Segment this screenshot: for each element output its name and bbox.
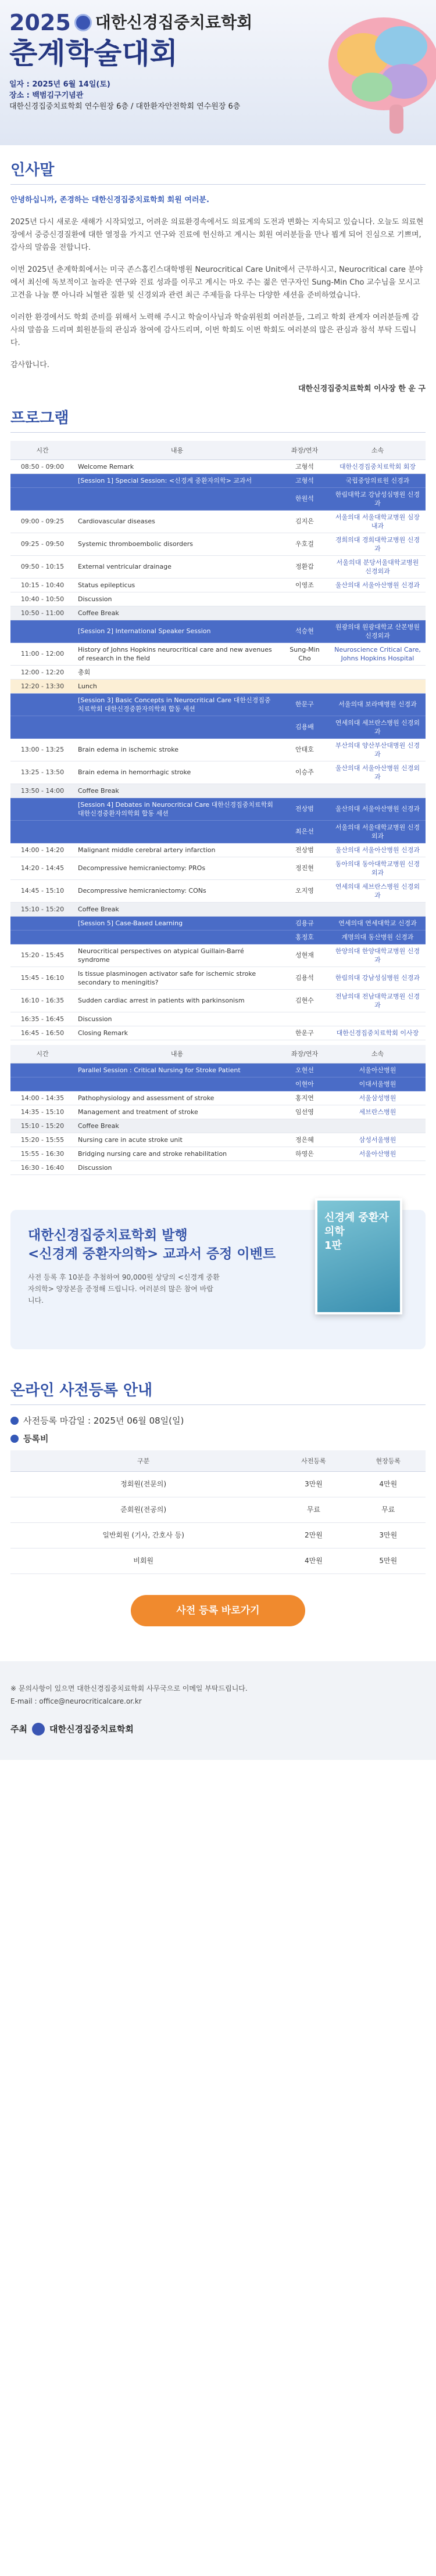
- row-time: 10:15 - 10:40: [10, 578, 74, 592]
- row-affiliation: 한림의대 강남성심병원 신경과: [330, 967, 426, 989]
- brain-illustration-icon: [302, 0, 436, 139]
- row-chair: 김용규: [280, 916, 330, 930]
- row-content: [74, 487, 280, 510]
- program-row: [10, 944, 426, 967]
- row-affiliation: 서울의대 보라매병원 신경과: [330, 693, 426, 716]
- fee-header-category: 구분: [10, 1450, 276, 1471]
- row-chair: 김용석: [280, 967, 330, 989]
- row-affiliation: 서울의대 서울대학교병원 심장내과: [330, 510, 426, 533]
- bullet-icon: [10, 1417, 19, 1425]
- row-chair: [280, 1161, 330, 1175]
- row-content: Closing Remark: [74, 1026, 280, 1040]
- row-content: Brain edema in ischemic stroke: [74, 738, 280, 761]
- hero-society: 대한신경집중치료학회: [95, 13, 253, 32]
- program-row: [10, 642, 426, 665]
- deadline-text: 사전등록 마감일 : 2025년 06월 08일(일): [23, 1415, 184, 1426]
- row-content: [Session 1] Special Session: <신경계 중환자의학> 교과서: [74, 473, 280, 487]
- program-row: [10, 843, 426, 857]
- row-affiliation: 울산의대 서울아산병원 신경과: [330, 843, 426, 857]
- row-chair: [280, 665, 330, 679]
- program-row: [10, 1119, 426, 1133]
- row-content: 총회: [74, 665, 280, 679]
- row-chair: 석승현: [280, 620, 330, 642]
- host-name: 대한신경집중치료학회: [49, 1723, 134, 1734]
- row-chair: [280, 1119, 330, 1133]
- row-time: 08:50 - 09:00: [10, 459, 74, 473]
- program-row: [10, 761, 426, 784]
- fee-row: [10, 1471, 426, 1497]
- fee-cell: 무료: [276, 1497, 351, 1522]
- program-title: 프로그램: [10, 406, 426, 433]
- row-chair: [280, 679, 330, 693]
- row-time: 13:00 - 13:25: [10, 738, 74, 761]
- row-chair: 고형석: [280, 473, 330, 487]
- row-chair: 최은선: [280, 820, 330, 843]
- program-row: [10, 606, 426, 620]
- header-time: 시간: [10, 441, 74, 459]
- row-chair: 한원석: [280, 487, 330, 510]
- row-time: 09:00 - 09:25: [10, 510, 74, 533]
- row-content: Malignant middle cerebral artery infarction: [74, 843, 280, 857]
- fee-table: [10, 1450, 426, 1574]
- program-row: [10, 1147, 426, 1161]
- row-content: Nursing care in acute stroke unit: [74, 1133, 280, 1147]
- row-chair: Sung-Min Cho: [280, 642, 330, 665]
- row-affiliation: 경희의대 경희대학교병원 신경과: [330, 533, 426, 555]
- greeting-opening: 안녕하십니까, 존경하는 대한신경집중치료학회 회원 여러분.: [10, 196, 209, 204]
- footer-email[interactable]: E-mail : office@neurocriticalcare.or.kr: [10, 1697, 142, 1705]
- program-row: [10, 916, 426, 930]
- program-row: [10, 592, 426, 606]
- row-affiliation: 연세의대 연세대학교 신경과: [330, 916, 426, 930]
- row-time: 15:10 - 15:20: [10, 902, 74, 916]
- row-affiliation: [330, 679, 426, 693]
- row-time: [10, 1064, 74, 1077]
- row-affiliation: 국립중앙의료원 신경과: [330, 473, 426, 487]
- greeting-title: 인사말: [10, 158, 426, 185]
- program-row: [10, 1105, 426, 1119]
- fee-row: [10, 1522, 426, 1548]
- row-content: Discussion: [74, 1012, 280, 1026]
- program-row: [10, 459, 426, 473]
- row-content: Management and treatment of stroke: [74, 1105, 280, 1119]
- row-time: 10:40 - 10:50: [10, 592, 74, 606]
- row-affiliation: 대한신경집중치료학회 회장: [330, 459, 426, 473]
- row-chair: 정진현: [280, 857, 330, 879]
- footer: [0, 1661, 436, 1760]
- program-row: [10, 820, 426, 843]
- row-time: 16:10 - 16:35: [10, 989, 74, 1012]
- row-affiliation: 서울의대 분당서울대학교병원 신경외과: [330, 555, 426, 578]
- register-button[interactable]: 사전 등록 바로가기: [131, 1595, 305, 1626]
- row-chair: [280, 606, 330, 620]
- row-content: Bridging nursing care and stroke rehabilitation: [74, 1147, 280, 1161]
- row-chair: 정환갑: [280, 555, 330, 578]
- row-content: Welcome Remark: [74, 459, 280, 473]
- row-time: 14:35 - 15:10: [10, 1105, 74, 1119]
- row-affiliation: [330, 1119, 426, 1133]
- greeting-section: [0, 158, 436, 393]
- program-row: [10, 1064, 426, 1077]
- row-affiliation: 부산의대 양산부산대병원 신경과: [330, 738, 426, 761]
- row-content: Lunch: [74, 679, 280, 693]
- program-row: [10, 902, 426, 916]
- row-content: [74, 1077, 280, 1091]
- row-time: 14:45 - 15:10: [10, 879, 74, 902]
- row-chair: 임선영: [280, 1105, 330, 1119]
- fee-header-pre: 사전등록: [276, 1450, 351, 1471]
- row-content: [Session 3] Basic Concepts in Neurocritical Care 대한신경집중치료학회 대한신경중환자의학회 합동 세션: [74, 693, 280, 716]
- program-row: [10, 510, 426, 533]
- fee-cell: 2만원: [276, 1522, 351, 1548]
- row-time: [10, 1077, 74, 1091]
- parallel-header-chair: 좌장/연자: [280, 1045, 330, 1064]
- greeting-paragraph-1: 2025년 다시 새로운 새해가 시작되었고, 어려운 의료환경속에서도 의료계의 도전과 변화는 지속되고 있습니다. 오늘도 의료현장에서 중증신경질환에 대한 열정을 가지고 연구와 진료에 헌신하고 계시는 회원 여러분들을 만나 뵙게 되어 진심으로 기쁘며, 감사의 말씀을 전합니다.: [10, 218, 424, 252]
- program-row: [10, 879, 426, 902]
- row-content: Sudden cardiac arrest in patients with parkinsonism: [74, 989, 280, 1012]
- footer-note: ※ 문의사항이 있으면 대한신경집중치료학회 사무국으로 이메일 부탁드립니다.: [10, 1684, 248, 1693]
- row-content: External ventricular drainage: [74, 555, 280, 578]
- row-chair: 홍정호: [280, 930, 330, 944]
- row-affiliation: [330, 784, 426, 797]
- row-chair: [280, 592, 330, 606]
- row-content: [74, 716, 280, 738]
- row-time: 09:25 - 09:50: [10, 533, 74, 555]
- row-content: Coffee Break: [74, 902, 280, 916]
- row-affiliation: 세브란스병원: [330, 1105, 426, 1119]
- hero-venue: 장소 : 백범김구기념관: [9, 91, 84, 100]
- row-content: Neurocritical perspectives on atypical Guillain-Barré syndrome: [74, 944, 280, 967]
- program-row: [10, 1077, 426, 1091]
- parallel-header-content: 내용: [74, 1045, 280, 1064]
- row-chair: 이영조: [280, 578, 330, 592]
- program-row: [10, 1133, 426, 1147]
- parallel-header-row: [10, 1045, 426, 1064]
- program-header-row: [10, 441, 426, 459]
- row-time: 15:10 - 15:20: [10, 1119, 74, 1133]
- row-time: 16:45 - 16:50: [10, 1026, 74, 1040]
- row-affiliation: 서울아산병원: [330, 1064, 426, 1077]
- row-affiliation: 대한신경집중치료학회 이사장: [330, 1026, 426, 1040]
- program-row: [10, 857, 426, 879]
- fee-cell: 5만원: [351, 1548, 426, 1573]
- parallel-header-time: 시간: [10, 1045, 74, 1064]
- hero-heading: [9, 8, 252, 37]
- row-affiliation: [330, 592, 426, 606]
- row-chair: 이현아: [280, 1077, 330, 1091]
- row-content: Coffee Break: [74, 606, 280, 620]
- row-affiliation: 원광의대 원광대학교 산본병원 신경외과: [330, 620, 426, 642]
- program-row: [10, 930, 426, 944]
- program-row: [10, 797, 426, 820]
- row-time: 12:20 - 13:30: [10, 679, 74, 693]
- footer-host: [10, 1723, 426, 1736]
- row-chair: [280, 784, 330, 797]
- row-content: Parallel Session : Critical Nursing for Stroke Patient: [74, 1064, 280, 1077]
- row-content: Decompressive hemicraniectomy: PROs: [74, 857, 280, 879]
- row-chair: 김현수: [280, 989, 330, 1012]
- registration-section: [0, 1378, 436, 1626]
- row-chair: 한문구: [280, 693, 330, 716]
- program-row: [10, 665, 426, 679]
- row-content: Coffee Break: [74, 784, 280, 797]
- fee-row: [10, 1548, 426, 1573]
- row-affiliation: [330, 1012, 426, 1026]
- row-content: Is tissue plasminogen activator safe for ischemic stroke secondary to meningitis?: [74, 967, 280, 989]
- row-chair: 고형석: [280, 459, 330, 473]
- registration-title: 온라인 사전등록 안내: [10, 1378, 426, 1405]
- row-time: 16:35 - 16:45: [10, 1012, 74, 1026]
- row-affiliation: 계명의대 동산병원 신경과: [330, 930, 426, 944]
- row-affiliation: 한양의대 한양대학교병원 신경과: [330, 944, 426, 967]
- row-chair: 오현선: [280, 1064, 330, 1077]
- row-time: 14:20 - 14:45: [10, 857, 74, 879]
- row-affiliation: 삼성서울병원: [330, 1133, 426, 1147]
- program-row: [10, 1012, 426, 1026]
- program-row: [10, 967, 426, 989]
- program-row: [10, 620, 426, 642]
- program-row: [10, 1091, 426, 1105]
- parallel-table: [10, 1045, 426, 1176]
- row-chair: [280, 1012, 330, 1026]
- fee-cell: 4만원: [351, 1471, 426, 1497]
- row-affiliation: 울산의대 서울아산병원 신경외과: [330, 761, 426, 784]
- row-chair: 성현재: [280, 944, 330, 967]
- row-time: [10, 916, 74, 930]
- row-time: 14:00 - 14:20: [10, 843, 74, 857]
- promo-line-2: <신경계 중환자의학> 교과서 증정 이벤트: [28, 1246, 276, 1262]
- row-affiliation: 울산의대 서울아산병원 신경과: [330, 797, 426, 820]
- hero-venue-detail: 대한신경집중치료학회 연수원장 6층 / 대한환자안전학회 연수원장 6층: [9, 102, 241, 111]
- hero-title: 춘계학술대회: [9, 37, 178, 70]
- row-content: Systemic thromboembolic disorders: [74, 533, 280, 555]
- textbook-promo: [10, 1210, 426, 1349]
- program-row: [10, 784, 426, 797]
- header-affiliation: 소속: [330, 441, 426, 459]
- row-affiliation: [330, 606, 426, 620]
- program-row: [10, 487, 426, 510]
- society-logo-icon: [74, 14, 92, 31]
- fee-cell: 3만원: [351, 1522, 426, 1548]
- row-time: 15:45 - 16:10: [10, 967, 74, 989]
- row-content: Decompressive hemicraniectomy: CONs: [74, 879, 280, 902]
- row-time: 13:25 - 13:50: [10, 761, 74, 784]
- row-time: 15:20 - 15:45: [10, 944, 74, 967]
- greeting-thanks: 감사합니다.: [10, 361, 49, 369]
- program-row: [10, 533, 426, 555]
- row-time: [10, 797, 74, 820]
- row-affiliation: 서울아산병원: [330, 1147, 426, 1161]
- header-chair: 좌장/연자: [280, 441, 330, 459]
- row-affiliation: 동아의대 동아대학교병원 신경외과: [330, 857, 426, 879]
- program-row: [10, 679, 426, 693]
- row-affiliation: [330, 902, 426, 916]
- row-chair: 김지은: [280, 510, 330, 533]
- row-chair: 안태호: [280, 738, 330, 761]
- parallel-header-affiliation: 소속: [330, 1045, 426, 1064]
- host-label: 주최: [10, 1723, 27, 1734]
- program-row: [10, 716, 426, 738]
- program-table: [10, 441, 426, 1040]
- row-affiliation: Neuroscience Critical Care, Johns Hopkins Hospital: [330, 642, 426, 665]
- hero-info: [9, 79, 240, 112]
- program-row: [10, 693, 426, 716]
- row-chair: 오지영: [280, 879, 330, 902]
- program-row: [10, 578, 426, 592]
- fee-cell: 일반회원 (기사, 간호사 등): [10, 1522, 276, 1548]
- row-content: [Session 5] Case-Based Learning: [74, 916, 280, 930]
- greeting-paragraph-2: 이번 2025년 춘계학회에서는 미국 존스홉킨스대학병원 Neurocritical Care Unit에서 근무하시고, Neurocritical care 분야에서 최신에 독보적이고 놀라운 연구와 진료 성과를 이루고 계시는 마오 주는 젊은 연구자인 Sung-Min Cho 교수님을 모시고 고견을 나눌 뿐 아니라 뇌혈관 질환 및 신경외과 관련 최근 주제들을 다루는 다양한 세션을 준비하였습니다.: [10, 265, 423, 300]
- row-time: [10, 620, 74, 642]
- row-time: 14:00 - 14:35: [10, 1091, 74, 1105]
- row-time: 15:20 - 15:55: [10, 1133, 74, 1147]
- row-time: 09:50 - 10:15: [10, 555, 74, 578]
- row-affiliation: 울산의대 서울아산병원 신경과: [330, 578, 426, 592]
- row-content: Pathophysiology and assessment of stroke: [74, 1091, 280, 1105]
- book-edition: 1판: [324, 1240, 342, 1252]
- row-time: 12:00 - 12:20: [10, 665, 74, 679]
- program-row: [10, 738, 426, 761]
- row-content: Coffee Break: [74, 1119, 280, 1133]
- row-affiliation: 연세의대 세브란스병원 신경외과: [330, 879, 426, 902]
- row-content: [Session 2] International Speaker Session: [74, 620, 280, 642]
- program-row: [10, 1026, 426, 1040]
- row-content: Cardiovascular diseases: [74, 510, 280, 533]
- fee-cell: 비회원: [10, 1548, 276, 1573]
- fee-header-onsite: 현장등록: [351, 1450, 426, 1471]
- fee-label: 등록비: [23, 1433, 49, 1444]
- fee-item: [10, 1432, 426, 1445]
- promo-description: 사전 등록 후 10분을 추첨하여 90,000원 상당의 <신경계 중환자의학> 양장본을 증정해 드립니다. 여러분의 많은 참여 바랍니다.: [28, 1273, 220, 1305]
- program-row: [10, 473, 426, 487]
- fee-cell: 3만원: [276, 1471, 351, 1497]
- hero-year: 2025: [9, 10, 71, 35]
- fee-cell: 정회원(전문의): [10, 1471, 276, 1497]
- row-chair: 전상범: [280, 797, 330, 820]
- row-content: [Session 4] Debates in Neurocritical Care 대한신경집중치료학회 대한신경중환자의학회 합동 세션: [74, 797, 280, 820]
- bullet-icon: [10, 1435, 19, 1443]
- row-content: [74, 930, 280, 944]
- row-chair: 우호걸: [280, 533, 330, 555]
- promo-line-1: 대한신경집중치료학회 발행: [28, 1228, 188, 1243]
- row-affiliation: 서울삼성병원: [330, 1091, 426, 1105]
- row-chair: 홍지연: [280, 1091, 330, 1105]
- deadline-item: [10, 1414, 426, 1427]
- row-time: [10, 930, 74, 944]
- row-content: Discussion: [74, 1161, 280, 1175]
- program-row: [10, 989, 426, 1012]
- greeting-paragraph-3: 이러한 환경에서도 학회 준비를 위해서 노력해 주시고 학술이사님과 학술위원회 여러분들, 그리고 학회 관계자 여러분들께 감사의 말씀을 드리며 회원분들의 관심과 참여에 감사드리며, 이번 학회도 이번 학회도 여러분의 많은 관심과 참석 부탁 드립니다.: [10, 313, 419, 347]
- row-affiliation: 이대서울병원: [330, 1077, 426, 1091]
- greeting-signature: 대한신경집중치료학회 이사장 한 운 구: [298, 385, 426, 393]
- row-content: History of Johns Hopkins neurocritical care and new avenues of research in the field: [74, 642, 280, 665]
- program-row: [10, 555, 426, 578]
- book-title: 신경계 중환자의학: [324, 1212, 389, 1238]
- row-affiliation: 연세의대 세브란스병원 신경외과: [330, 716, 426, 738]
- row-affiliation: [330, 665, 426, 679]
- row-chair: 한운구: [280, 1026, 330, 1040]
- row-chair: 하영은: [280, 1147, 330, 1161]
- row-time: 16:30 - 16:40: [10, 1161, 74, 1175]
- textbook-image: [315, 1198, 402, 1314]
- row-time: 11:00 - 12:00: [10, 642, 74, 665]
- row-affiliation: 한림대학교 강남성심병원 신경과: [330, 487, 426, 510]
- row-affiliation: [330, 1161, 426, 1175]
- row-time: [10, 716, 74, 738]
- row-content: Brain edema in hemorrhagic stroke: [74, 761, 280, 784]
- row-time: [10, 473, 74, 487]
- row-time: 15:55 - 16:30: [10, 1147, 74, 1161]
- row-content: [74, 820, 280, 843]
- row-chair: [280, 902, 330, 916]
- hero-date: 일자 : 2025년 6월 14일(토): [9, 80, 110, 89]
- fee-header-row: [10, 1450, 426, 1471]
- row-chair: 김용배: [280, 716, 330, 738]
- fee-row: [10, 1497, 426, 1522]
- row-time: [10, 820, 74, 843]
- fee-cell: 무료: [351, 1497, 426, 1522]
- program-section: [0, 406, 436, 1175]
- row-content: Discussion: [74, 592, 280, 606]
- row-affiliation: 전남의대 전남대학교병원 신경과: [330, 989, 426, 1012]
- row-chair: 이승주: [280, 761, 330, 784]
- hero-banner: [0, 0, 436, 145]
- row-time: 13:50 - 14:00: [10, 784, 74, 797]
- header-content: 내용: [74, 441, 280, 459]
- row-time: 10:50 - 11:00: [10, 606, 74, 620]
- fee-cell: 4만원: [276, 1548, 351, 1573]
- program-row: [10, 1161, 426, 1175]
- row-time: [10, 693, 74, 716]
- row-time: [10, 487, 74, 510]
- row-chair: 전상범: [280, 843, 330, 857]
- fee-cell: 준회원(전공의): [10, 1497, 276, 1522]
- row-content: Status epilepticus: [74, 578, 280, 592]
- row-chair: 정은혜: [280, 1133, 330, 1147]
- society-logo-icon: [32, 1723, 45, 1736]
- row-affiliation: 서울의대 서울대학교병원 신경외과: [330, 820, 426, 843]
